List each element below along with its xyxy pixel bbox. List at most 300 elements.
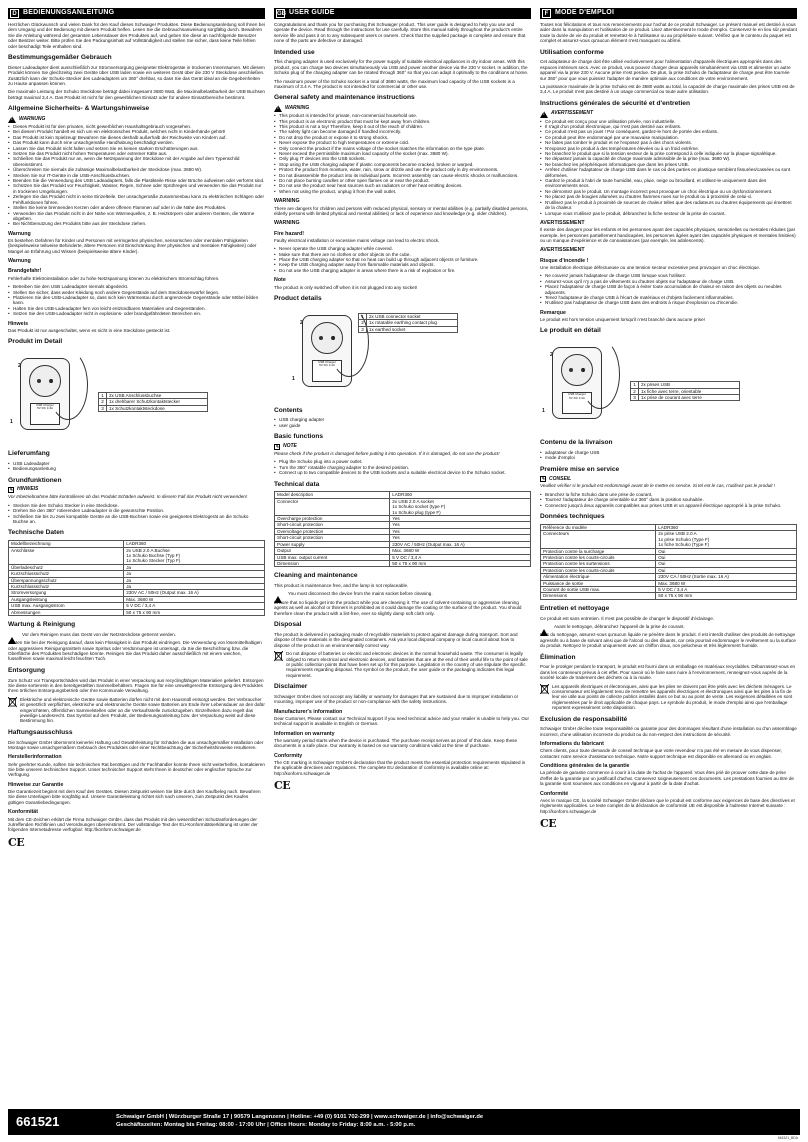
paragraph: Fehlerhafte Elektroinstallation oder zu hohe Netzspannung können zu elektrischem Stromschlag führen. <box>8 275 220 281</box>
footer-company-line: Schwaiger GmbH | Würzburger Straße 17 | 90579 Langenzenn | Hotline: +49 (0) 9101 702-299 | www.schwaiger.de | info@schwaiger.de <box>116 1114 484 1121</box>
spec-value-line: Oui <box>658 561 666 567</box>
spec-label: USB max. Ausgangsstrom <box>9 603 124 609</box>
section-header <box>8 8 265 19</box>
spec-value-line: 2x prise USB 2.0 A <box>658 531 697 537</box>
spec-label: Protection contre la surcharge <box>541 548 656 554</box>
paragraph: There are dangers for children and persons with reduced physical, sensory or mental abilities (e.g. partially disabled persons, elderly persons with limited physical and mental abilities) or lack of experience and knowledge (e.g. older children). <box>274 205 529 216</box>
table-row <box>631 394 740 400</box>
list-item: • Place the USB charging adapter so that no heat can build up through adjacent objects or furniture. <box>274 257 531 262</box>
list-item: • Gardez le produit à l'abri de toute humidité, eau, pluie, neige ou brouillard, et utilisez-le uniquement dans des environnements secs. <box>540 178 797 189</box>
heading-note: Remarque <box>540 309 566 316</box>
technical-data-table <box>8 540 265 616</box>
power-cable-arc <box>48 350 88 420</box>
spec-label: Dimension <box>275 560 390 566</box>
heading-warning: AVERTISSEMENT <box>540 219 585 226</box>
spec-value-line: Yes <box>392 528 400 534</box>
callout-number: 3 <box>332 335 335 342</box>
spec-value-line: 1x Schuko Stecker (Typ F) <box>126 558 181 564</box>
paragraph: The maximum power of the Schuko socket is a total of 3680 watts, the maximum load capacity of the USB sockets is a maximum of 3.4 A. The product is not intended for commercial or other use. <box>274 78 515 90</box>
heading-warning: Warnung <box>8 258 31 265</box>
heading-disclaimer: Exclusion de responsabilité <box>540 715 628 723</box>
document-title: BEDIENUNGSANLEITUNG <box>23 9 115 17</box>
paragraph: Dieser Ladeadapter dient ausschließlich zur Stromversorgung geeigneter Elektrogeräte in trockenen Innenräumen. Mit diesem Produkt können Sie gleichzeitig zwei Geräte über USB laden sowie ein weiteres Gerät über die 230 V Steckdose anschließen. Zusätzlich kann der Schuko-Stecker des Ladeadapters um 360° drehbar, so dass Sie das Gerät ideal an die Gegebenheiten zu Hause anpassen können. <box>8 64 265 87</box>
note-text: Vor Inbetriebnahme bitte kontrollieren ob das Produkt Schäden aufweist. In diesem Fall das Produkt nicht verwenden! <box>8 494 248 500</box>
warning-text: AVERTISSEMENT <box>551 110 594 117</box>
table-row <box>275 498 531 515</box>
spec-label: Short-circuit protection <box>275 522 390 528</box>
paragraph: Une installation électrique défectueuse ou une tension secteur excessive peut provoquer un choc électrique. <box>540 264 761 270</box>
part-number: 2 <box>631 388 639 394</box>
paragraph: Die Schwaiger GmbH übernimmt keinerlei Haftung und Gewährleistung für Schäden die aus unsachgemäßer Installation oder Montage sowie unsachgemäßem Gebrauch des Produktes oder einer Nichtbeachtung der Sicherheitshinweise resultieren. <box>8 739 264 750</box>
warning-label <box>8 116 265 123</box>
basic-steps-list <box>274 459 531 475</box>
note-label <box>274 444 531 450</box>
heading-product-details: Produkt im Detail <box>8 338 63 346</box>
spec-label: Short-circuit protection <box>275 535 390 541</box>
spec-value-line: 1x Schuko plug (type F) <box>392 509 441 515</box>
spec-value-line: LADR360 <box>658 524 679 530</box>
heading-conformity: Conformité <box>540 790 569 797</box>
spec-label: Connecteurs <box>541 531 656 548</box>
fire-list <box>274 246 531 273</box>
parts-table <box>358 313 458 333</box>
paragraph: This charging adapter is used exclusively for the power supply of suitable electrical appliances in dry indoor areas. With this product, you can charge two devices simultaneously via USB and power another device via the 230 V socket. In addition, the Schuko plug of the charging adapter can be rotated through 360° so that you can adapt it optimally to the conditions at home. <box>274 59 529 76</box>
part-description: 2x prises USB <box>639 382 740 388</box>
spec-value-line: Yes <box>392 522 400 528</box>
column-english <box>274 8 531 793</box>
heading-note: Hinweis <box>8 320 29 327</box>
spec-label: Überladeschutz <box>9 564 124 570</box>
table-row <box>275 560 531 566</box>
list-item: • Betreiben Sie den USB Ladeadapter niemals abgedeckt. <box>8 284 265 289</box>
list-item: • Bei Nichtbenutzung des Produkts bitte aus der Steckdose ziehen. <box>8 221 265 226</box>
cleaning-warning-text: Avant le nettoyage, débranchez l'appareil de la prise de courant. <box>554 623 685 629</box>
cleaning-warning <box>8 632 265 637</box>
paragraph: Ensure that no liquids get into the product while you are cleaning it. The use of solvent-containing or aggressive cleaning agents as well as alcohol or thinners is prohibited as it could damage the coating or the surface of the product. You should therefore clean the product with a lint-free, ever so slightly damp soft cloth only. <box>274 599 522 616</box>
intro-text: Herzlichen Glückwunsch und vielen Dank für den Kauf dieses Schwaiger Produktes. Diese Bedienungsanleitung soll Ihnen bei dem Umgang und der Bedienung mit diesem Produkt helfen. Lesen Sie die Gebrauchsanweisung sorgfältig durch. Bewahren Sie die Anleitung während der gesamten Lebensdauer des Produktes auf, und geben Sie diese an nachfolgende Benutzer oder Besitzer weiter. Bitte prüfen Sie den Packungsinhalt auf Vollständigkeit und stellen Sie sicher, dass keine Teile fehlen oder beschädigt Teile enthalten sind. <box>8 22 265 49</box>
spec-label: Connector <box>275 498 390 515</box>
heading-manufacturer-info: Herstellerinformation <box>8 754 62 761</box>
heading-contents: Contenu de la livraison <box>540 439 613 447</box>
spec-label: Dimensions <box>541 593 656 599</box>
table-row <box>359 326 458 332</box>
warning-triangle-icon <box>274 591 282 603</box>
callout-number: 2 <box>550 352 553 359</box>
warning-triangle-icon <box>540 111 548 118</box>
usb-panel-label: 5V DC 3.4A <box>319 363 335 368</box>
list-item: • Do not drop the product or expose it to strong shocks. <box>274 135 531 140</box>
weee-text: Do not dispose of batteries or electric and electronic devices in the normal household waste. The consumer is legally obliged to return electrical and electronic devices, and batteries that are at the end of their useful life to the point of sale or public collection points that have been set up for this purpose. Legislation in the country of use stipulate the specific requirements regarding disposal. The symbol on the product, the user guide or the packaging indicates this legal requirement. <box>286 651 528 678</box>
list-item: • Stellen Sie sicher, dass weder Kleidung noch andere Gegenstände auf dem Steckdosenwürfel liegen. <box>8 290 265 295</box>
list-item: • Stellen Sie keine brennenden Kerzen oder andere offenen Flammen auf oder in die Nähe des Produktes. <box>8 205 265 210</box>
spec-value-line: Ja <box>126 571 132 577</box>
contents-list <box>274 417 531 428</box>
warning-icon-wrap <box>8 632 19 637</box>
warning-icon-wrap <box>540 624 551 629</box>
spec-value-line: 50 x 75 x 90 mm <box>658 593 693 599</box>
spec-value-line: 230V AC / 50Hz (Output max. 16 A) <box>392 541 465 547</box>
list-item: • Stecken Sie nur IT-Geräte in die USB-Anschlussbuchsen. <box>8 173 265 178</box>
spec-value <box>124 547 265 564</box>
paragraph: Zum Schutz vor Transportschäden wird das Produkt in einer Verpackung aus recyclingfähigen Materialien geliefert. Entsorgen Sie diese sortenrein in den bereitgestellten Sammelbehältern. Fragen Sie für eine umweltgerechte Entsorgung des Produktes Ihren örtlichen Entsorgungsbetrieb oder Ihre Kommunale Verwaltung. <box>8 677 264 694</box>
spec-value-line: 5 V DC / 3,4 A <box>126 603 156 609</box>
spec-value <box>390 498 531 515</box>
spec-value-line: 230V AC / 50Hz (Output max. 16 A) <box>126 590 199 596</box>
list-item: • Halten Sie den USB-Ladeadapter fern von leicht entzündbaren Materialien und Gegenständen. <box>8 306 265 311</box>
paragraph: This product is maintenance free, and the lamp is not replaceable. <box>274 583 409 589</box>
paragraph: Achten Sie bei der Reinigung darauf, dass kein Flüssigkeit in das Produkt eindringen. Die Verwendung von lösemittelhaltigen oder aggressiven Reinigungsmitteln sowie Spiritus oder Verdünnungen ist untersagt, da Sie die Beschichtung bzw. die Oberfläche des Produktes beschädigen könnte. Reinigen Sie das Produkt daher ausschließlich mit einem weichen, fusselfreien sowie maximal leicht feuchten Tuch. <box>8 640 262 662</box>
list-item: • Schließen Sie bis zu zwei kompatible Geräte an die USB-Buchsen sowie ein geeignetes Elektrogerät an die Schuko Buchse an. <box>8 514 265 525</box>
part-description: 1x rotatable earthing contact plug <box>367 320 458 326</box>
note-text: Please check if the product is damaged before putting it into operation. If it is damaged, do not use the product! <box>274 451 500 457</box>
socket-pinhole <box>37 379 41 383</box>
list-item: • Do not disassemble the product into its individual parts. Incorrect assembly can cause electric shocks or malfunctions. <box>274 173 531 178</box>
spec-value-line: Max. 3680 W <box>658 580 686 586</box>
spec-label: Anschlüsse <box>9 547 124 564</box>
weee-text: Elektrische und elektronische Geräte sowie Batterien dürfen nicht mit dem Hausmüll entsorgt werden. Der Verbraucher ist gesetzlich verpflichtet, elektrische und elektronische Geräte sowie Batterien am Ende ihrer Lebensdauer an den dafür eingerichteten, öffentlichen Sammelstellen oder an die Verkaufsstelle zurückzugeben. Einzelheiten dazu regelt das jeweilige Landesrecht. Das Symbol auf dem Produkt, der Bedienungsanleitung bzw. der Verpackung weist auf diese Bestimmung hin. <box>20 696 265 724</box>
safety-list <box>540 119 797 216</box>
document-title: MODE D'EMPLOI <box>555 9 615 17</box>
list-item: • Protect the product from moisture, water, rain, snow or drizzle and use the product only in dry environments. <box>274 167 531 172</box>
part-description: 1x drehbarer Schutzkontaktstecker <box>107 399 208 405</box>
spec-value-line: Ja <box>126 564 132 570</box>
weee-text: Les appareils électriques et électroniques, ainsi que les piles ne doivent pas être jetés avec les déchets ménagers. Le consommateur est légalement tenu de remettre les appareils électriques et électroniques ainsi que les piles à la fin de leur vie utile aux points de collecte publics installés dans ce but ou au point de vente. Les exigences détaillées en sont réglementées par le droit applicable de chaque pays. Le symbole du produit, le mode d'emploi ainsi que l'emballage reportent expressément cette disposition. <box>552 683 793 711</box>
product-illustration <box>540 339 797 434</box>
socket-pinhole <box>569 368 573 372</box>
heading-warning: AVERTISSEMENT <box>540 247 585 254</box>
list-item: • N'utilisez pas l'adaptateur de charge USB dans des endroits à risque d'explosion ou d'incendie. <box>540 300 797 305</box>
heading-basic-functions: Grundfunktionen <box>8 476 62 484</box>
fire-list <box>8 284 265 316</box>
spec-label: Stromversorgung <box>9 590 124 596</box>
paragraph: Das Produkt ist nur ausgeschaltet, wenn es nicht in eine Steckdose gesteckt ist. <box>8 327 171 333</box>
spec-label: Output <box>275 548 390 554</box>
note-text-label: HINWEIS <box>17 486 39 493</box>
heading-warning: Warnung <box>8 230 31 237</box>
spec-value-line: Max. 3680 W <box>392 548 420 554</box>
heading-technical-data: Données techniques <box>540 513 605 521</box>
power-cable-arc <box>580 339 620 409</box>
heading-disposal: Élimination <box>540 653 576 661</box>
list-item: • Tournez l'adaptateur de charge orientable sur 360° dans la position souhaitée. <box>540 497 797 502</box>
list-item: • Turn the 360° rotatable charging adapter to the desired position. <box>274 465 531 470</box>
footer-hours-line: Geschäftszeiten: Montag bis Freitag: 08:00 - 17:00 Uhr | Office Hours: Monday to Friday: 8:00 a.m. - 5:00 p.m. <box>116 1122 416 1128</box>
part-description: 1x earthed socket <box>367 326 458 332</box>
paragraph: The product is only switched off when it is not plugged into any socket! <box>274 284 418 290</box>
spec-value-line: LADR360 <box>126 541 147 547</box>
fire-list <box>540 273 797 305</box>
technical-data-table <box>274 491 531 567</box>
paragraph: La puissance maximale de la prise Schuko est de 3680 watts au total, la capacité de charge maximale des prises USB est de 3,4 A. Le produit n'est pas destiné à un usage commercial ou toute autre utilisation. <box>540 84 795 95</box>
spec-value-line: 5 V DC / 3,4 A <box>392 554 422 560</box>
list-item: • Bei diesem Produkt handelt es sich um ein elektronisches Produkt, welches nicht in Kinderhände gehört! <box>8 129 265 134</box>
table-row <box>541 593 797 599</box>
spec-value-line: 1x prise Schuko (Type F) <box>658 536 710 542</box>
parts-table <box>630 381 740 401</box>
heading-safety: Allgemeine Sicherheits- & Wartungshinweise <box>8 105 150 113</box>
list-item: • Dieses Produkt ist für den privaten, nicht gewerblichen Haushaltsgebrauch vorgesehen. <box>8 124 265 129</box>
product-illustration <box>274 307 531 402</box>
paragraph: Mit dem CE-Zeichen erklärt die Firma Schwaiger GmbH, dass das Produkt mit den wesentlichen Schutzanforderungen der zutreffenden Richtlinien und Verordnungen übereinstimmt. Der vollständige Text der EU-Konformitätserklärung ist unter der folgenden Internetadresse verfügbar: http://konform.schwaiger.de <box>8 816 258 833</box>
list-item: • This product is an electronic product that must be kept away from children. <box>274 119 531 124</box>
list-item: • Do not use the product near heat sources such as radiators or other heat emitting devices. <box>274 183 531 188</box>
list-item: • Verwenden Sie das Produkt nicht in der Nähe von Wärmequellen, z. B. Heizkörpern oder anderen Geräten, die Wärme abgeben. <box>8 211 265 222</box>
part-description: 1x Schutzkontaktsteckdose <box>107 405 208 411</box>
note-text-label: CONSEIL <box>549 475 572 482</box>
heading-fire-hazard: Risque d'incendie ! <box>540 257 589 264</box>
list-item: • Setzen Sie das Produkt nicht hohen Temperaturen oder extremer Kälte aus. <box>8 151 265 156</box>
part-description: 2x USB connector socket <box>367 313 458 319</box>
spec-value-line: 2x USB 2.0 A Buchse <box>126 547 170 553</box>
spec-label: Kurzschlussschutz <box>9 583 124 589</box>
list-item: • Ce produit peut être endommagé par une mauvaise manipulation. <box>540 135 797 140</box>
list-item: • Connect up to two compatible devices to the USB sockets and a suitable electrical device to the Schuko socket. <box>274 470 531 475</box>
part-description: 2x USB Anschlussbuchse <box>107 392 208 398</box>
spec-label: Power supply <box>275 541 390 547</box>
language-code-badge: F <box>542 9 551 18</box>
heading-safety: Instructions générales de sécurité et d'entretien <box>540 99 690 107</box>
spec-value-line: Yes <box>392 535 400 541</box>
heading-technical-data: Technische Daten <box>8 529 64 537</box>
heading-conformity: Konformität <box>8 809 39 816</box>
socket-pinhole <box>319 336 323 340</box>
part-number: 1 <box>99 392 107 398</box>
warning-triangle-icon <box>8 632 16 644</box>
part-number: 3 <box>631 394 639 400</box>
product-illustration <box>8 350 265 445</box>
list-item: • Lorsque vous n'utilisez pas le produit, débranchez la fiche secteur de la prise de courant. <box>540 211 797 216</box>
list-item: • Ne dépassez jamais la capacité de charge maximale admissible de la prise (max. 3680 W). <box>540 156 797 161</box>
list-item: • Stecken Sie den Schuko Stecker in eine Steckdose. <box>8 503 265 508</box>
spec-label: Protection contre les courts-circuits <box>541 554 656 560</box>
warning-icon-wrap <box>274 591 285 596</box>
intro-text: Toutes nos félicitations et tous nos remerciements pour l'achat de ce produit Schwaiger. Le présent manuel est destiné à vous aider dans la manipulation et l'utilisation de ce produit. Lisez attentivement le mode d'emploi. Conservez-le en lieu sûr pendant toute la durée de vie du produit et remettez-le à l'utilisateur ou au propriétaire suivant. Vérifiez que le contenu du paquet est complet et assurez-vous qu'aucun élément n'est manquant ou abîmé. <box>540 22 797 44</box>
cleaning-warning-text: Vor dem Reinigen muss das Gerät von der Netzsteckdose getrennt werden. <box>22 631 176 637</box>
list-item: • Schützen Sie das Produkt vor Feuchtigkeit, Wasser, Regen, Schnee oder Sprühregen und verwenden Sie das Produkt nur in trockenen Umgebungen. <box>8 183 265 194</box>
list-item: • USB charging adapter <box>274 417 531 422</box>
heading-fire-hazard: Brandgefahr! <box>8 268 42 275</box>
paragraph: Schwaiger GmbH does not accept any liability or warranty for damages that are sustained due to improper installation or mounting, improper use of the product or non-compliance with the safety instructions. <box>274 693 519 705</box>
list-item: • user guide <box>274 423 531 428</box>
section-header <box>274 8 531 19</box>
list-item: • Lassen Sie das Produkt nicht fallen und setzen Sie es keinen starken Erschütterungen aus. <box>8 146 265 151</box>
paragraph: Sehr geehrter Kunde, sollten Sie technischen Rat benötigen und Ihr Fachhändler konnte Ihnen nicht weiterhelfen, kontaktieren Sie bitte unseren technischen Support. Unser technischer Support steht Ihnen in deutscher oder englischer Sprache zur Verfügung. <box>8 761 265 778</box>
list-item: • Stop using the USB charging adapter if plastic components become cracked, broken or warped. <box>274 162 531 167</box>
spec-value-line: 1x fiche Schuko (Type F) <box>658 542 709 548</box>
weee-notice <box>8 697 265 724</box>
part-description: 1x fiche avec terre, orientable <box>639 388 740 394</box>
language-code-badge: GB <box>277 11 286 17</box>
list-item: • USB Ladeadapter <box>8 461 265 466</box>
technical-data-table <box>540 524 797 600</box>
list-item: • Drehen Sie den 360° rotierenden Ladeadapter in die gewünschte Position. <box>8 508 265 513</box>
heading-cleaning: Cleaning and maintenance <box>274 572 358 580</box>
list-item: • Branchez la fiche Schuko dans une prise de courant. <box>540 492 797 497</box>
heading-contents: Contents <box>274 406 303 414</box>
spec-label: Puissance de sortie <box>541 580 656 586</box>
usb-panel-label: 5V DC 3.4A <box>37 406 53 411</box>
callout-number: 1 <box>10 418 13 425</box>
spec-value-line: 1x Schuko socket (type F) <box>392 504 446 510</box>
spec-value-line: 230V CA / 50Hz (Sortie max. 16 A) <box>658 574 729 580</box>
spec-value-line: 2x USB 2.0 A socket <box>392 498 434 504</box>
document-id: 661521_BDA <box>777 1136 798 1140</box>
table-row <box>9 609 265 615</box>
ce-mark: CE <box>540 817 557 831</box>
spec-value-line: Oui <box>658 554 666 560</box>
safety-list <box>274 113 531 194</box>
list-item: • Überschreiten Sie niemals die zulässige Maximalbelastbarkeit der Steckdose (max. 3680 W). <box>8 167 265 172</box>
heading-safety: General safety and maintenance instructions <box>274 94 415 102</box>
safety-list <box>8 124 265 227</box>
spec-label: Modellbezeichnung <box>9 541 124 547</box>
language-code-badge: D <box>10 9 19 18</box>
part-number: 1 <box>359 313 367 319</box>
note-pencil-icon: ✎ <box>541 476 545 482</box>
list-item: • Keep the USB charging adapter away from flammable materials and objects. <box>274 262 531 267</box>
weee-notice <box>274 651 531 678</box>
list-item: • Beenden Sie die Verwendung des USB Ladeadapters, falls die Plastikteile Risse oder Brüche aufweisen oder verformt sind. <box>8 178 265 183</box>
spec-label: Überspannungsschutz <box>9 577 124 583</box>
basic-steps-list <box>540 492 797 508</box>
heading-cleaning: Wartung & Reinigung <box>8 620 76 628</box>
note-pencil-icon: ✎ <box>9 487 13 493</box>
heading-technical-data: Technical data <box>274 480 320 488</box>
spec-value-line: Oui <box>658 567 666 573</box>
list-item: • This product is not a toy! Therefore, keep it out of the reach of children. <box>274 124 531 129</box>
spec-value-line: Oui <box>658 548 666 554</box>
intro-text: Congratulations and thank you for purchasing this Schwaiger product. This user guide is designed to help you use and operate the device. Read through the instructions for use carefully. Store this manual safely throughout the product's entire service life and pass it on to any subsequent users or owners. Check that the supplied package is complete and ensure that none of the parts are defective or damaged. <box>274 22 526 44</box>
list-item: • Only plug IT devices into the USB sockets. <box>274 156 531 161</box>
list-item: • Ne placez pas de bougies allumées ou d'autres flammes nues sur le produit ou à proximité de celui-ci. <box>540 194 797 199</box>
spec-value-line: Ja <box>126 577 132 583</box>
callout-number: 1 <box>542 408 545 415</box>
paragraph: La période de garantie commence à courir à la date de l'achat de l'appareil. Vous êtes prié de prouver cette date de prise d'effet de la garantie par un justificatif d'achat. Conservez soigneusement ces documents. Les prestations fournies au titre de la garantie sont soumises aux conditions en vigueur à partir de la date d'achat. <box>540 770 794 787</box>
paragraph: Chers clients, pour toute demande de conseil technique que votre revendeur n'a pas été en mesure de vous dispenser, contactez notre service d'assistance technique. Notre support technique est disponible en allemand ou en anglais. <box>540 748 782 759</box>
spec-value-line: 50 x 75 x 90 mm <box>126 609 161 615</box>
heading-disclaimer: Disclaimer <box>274 683 308 691</box>
heading-disposal: Disposal <box>274 621 302 629</box>
heading-basic-functions: Première mise en service <box>540 465 620 473</box>
callout-number: 3 <box>582 368 585 375</box>
spec-value-line: 50 x 75 x 90 mm <box>392 560 427 566</box>
spec-label: Abmessungen <box>9 609 124 615</box>
list-item: • Il s'agit d'un produit électronique, qui n'est pas destiné aux enfants. <box>540 124 797 129</box>
spec-value-line: Ja <box>126 583 132 589</box>
spec-value <box>656 531 797 548</box>
list-item: • Never operate the USB charging adapter while covered. <box>274 246 531 251</box>
list-item: • The safety light can become damaged if handled incorrectly. <box>274 129 531 134</box>
heading-conformity: Conformity <box>274 752 303 759</box>
spec-label: Référence du modèle <box>541 524 656 530</box>
heading-cleaning: Entretien et nettoyage <box>540 604 610 612</box>
spec-value <box>656 593 797 599</box>
usb-panel-label: USB Charger <box>318 359 336 364</box>
table-row <box>541 531 797 548</box>
heading-warning: WARNING <box>274 220 300 227</box>
list-item: • When not using the product, unplug it from the wall outlet. <box>274 189 531 194</box>
spec-label: Model description <box>275 492 390 498</box>
paragraph: Il existe des dangers pour les enfants et les personnes ayant des capacités physiques, sensorielles ou mentales réduites (par exemple, les personnes partiellement handicapées, les personnes âgées ayant des capacités physiques et mentales limitées) ou un manque d'expérience et de connaissances (par exemple, les adolescents). <box>540 227 796 243</box>
part-description: 1x prise de courant avec terre <box>639 394 740 400</box>
spec-value <box>390 560 531 566</box>
cleaning-warning <box>274 591 531 596</box>
list-item: • Ce produit est conçu pour une utilisation privée, non industrielle. <box>540 119 797 124</box>
part-number: 2 <box>99 399 107 405</box>
paragraph: Schwaiger GmbH décline toute responsabilité ou garantie pour des dommages résultant d'une installation ou d'un assemblage incorrect, d'une utilisation incorrecte du produit ou du non-respect des instructions de sécurité. <box>540 726 797 737</box>
usb-panel-label: 5V DC 3.4A <box>569 395 585 400</box>
spec-label: Overvoltage protection <box>275 528 390 534</box>
spec-label: Protection contre les surtensions <box>541 561 656 567</box>
note-label <box>540 476 797 482</box>
heading-intended-use: Bestimmungsgemäßer Gebrauch <box>8 54 112 62</box>
callout-number: 2 <box>18 362 21 369</box>
heading-manufacturer-info: Manufacturer's information <box>274 708 343 715</box>
list-item: • Assurez-vous qu'il n'y a pas de vêtements ou d'autres objets sur l'adaptateur de charge USB. <box>540 279 797 284</box>
list-item: • Ne branchez le produit que si la tension secteur de la prise correspond à celle indiquée sur la plaque signalétique. <box>540 151 797 156</box>
paragraph: Pour le protéger pendant le transport, le produit est fourni dans un emballage en matériaux recyclables. Débarrassez-vous en dans les conteneurs prévus à cet effet. Pour savoir où le faire sans nuire à l'environnement, renseignez-vous auprès de la société locale de traitement des déchets ou à la mairie. <box>540 664 796 681</box>
list-item: • mode d'emploi <box>540 455 797 460</box>
footer-bar <box>8 1109 800 1135</box>
contents-list <box>8 461 265 472</box>
spec-value <box>124 609 265 615</box>
warning-triangle-icon <box>8 116 16 123</box>
list-item: • Never expose the product to high temperatures or extreme cold. <box>274 140 531 145</box>
note-label <box>8 487 265 493</box>
warning-triangle-icon <box>274 105 282 112</box>
contents-list <box>540 450 797 461</box>
heading-basic-functions: Basic functions <box>274 433 324 441</box>
warning-text: WARNING <box>285 104 310 111</box>
crossed-bin-icon <box>8 697 17 709</box>
list-item: • Do not use the USB charging adapter in areas where there is a risk of explosion or fire. <box>274 268 531 273</box>
heading-warranty: Hinweise zur Garantie <box>8 781 64 788</box>
heading-fire-hazard: Fire hazard! <box>274 230 305 237</box>
list-item: • Make sure that there are no clothes or other objects on the cube. <box>274 252 531 257</box>
list-item: • This product is intended for private, non-commercial household use. <box>274 113 531 118</box>
basic-steps-list <box>8 503 265 525</box>
list-item: • Arrêtez d'utiliser l'adaptateur de charge USB dans le cas où des parties en plastique semblent fissurées/cassées ou sont déformées. <box>540 167 797 178</box>
spec-value-line: Yes <box>392 516 400 522</box>
weee-notice <box>540 684 797 711</box>
part-number: 1 <box>631 382 639 388</box>
crossed-bin-icon <box>540 684 549 696</box>
list-item: • Plug the Schuko plug into a power outlet. <box>274 459 531 464</box>
callout-number: 2 <box>300 319 303 326</box>
spec-value-line: 5 V DC / 3,4 A <box>658 586 688 592</box>
paragraph: The CE marking is Schwaiger GmbH's declaration that the product meets the essential protection requirements stipulated in the applicable directives and regulations. The complete EU declaration of conformity is available online at: http://konform.schwaiger.de <box>274 760 526 776</box>
heading-manufacturer-info: Informations du fabricant <box>540 741 604 748</box>
list-item: • Schließen Sie das Produkt nur an, wenn die Netzspannung der Steckdose mit der Angabe auf dem Typenschild übereinstimmt. <box>8 156 265 167</box>
heading-warranty: Conditions générales de la garantie <box>540 763 630 770</box>
cleaning-warning-text: You must disconnect the device from the mains socket before cleaning. <box>288 591 433 597</box>
list-item: • Ce produit n'est pas un jouet ! Par conséquent, gardez-le hors de portée des enfants. <box>540 129 797 134</box>
spec-value-line: Max. 3680 W <box>126 596 154 602</box>
list-item: • Das Produkt ist kein Spielzeug! Bewahren Sie dieses deshalb außerhalb der Reichweite von Kindern auf. <box>8 135 265 140</box>
note-pencil-icon: ✎ <box>275 444 279 450</box>
spec-value-line: 1x Schuko Buchse (Typ F) <box>126 552 181 558</box>
note-text: Veuillez vérifier si le produit est endommagé avant de le mettre en service. Si tel est le cas, n'utilisez pas le produit ! <box>540 483 776 489</box>
list-item: • Ne faites pas tomber le produit et ne l'exposez pas à des chocs violents. <box>540 140 797 145</box>
heading-product-details: Product details <box>274 294 322 302</box>
heading-disposal: Entsorgung <box>8 666 45 674</box>
list-item: • N'exposez pas le produit à des températures élevées ou à un froid extrême. <box>540 146 797 151</box>
warning-label <box>540 111 797 118</box>
spec-label: Courant de sortie USB max. <box>541 586 656 592</box>
callout-number: 3 <box>50 378 53 385</box>
spec-label: Alimentation électrique <box>541 574 656 580</box>
usb-panel-label: USB Charger <box>36 402 54 407</box>
